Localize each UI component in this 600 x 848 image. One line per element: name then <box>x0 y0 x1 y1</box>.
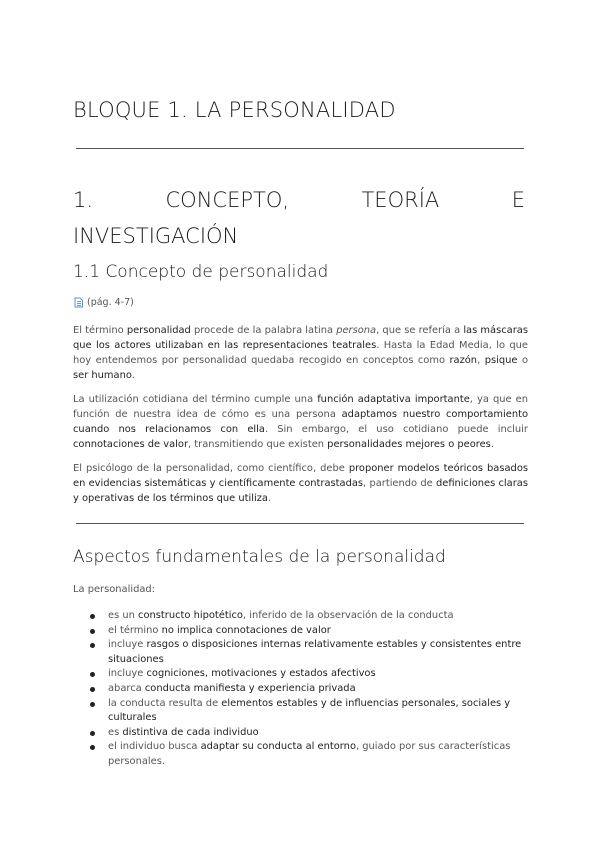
list-item: es distintiva de cada individuo <box>73 726 528 741</box>
list-item: es un constructo hipotético, inferido de la observación de la conducta <box>73 609 528 624</box>
divider <box>76 148 524 149</box>
paragraph: La utilización cotidiana del término cumple una función adaptativa importante, ya que en función de nuestra idea de cómo es una persona adaptamos nuestro comportamiento cuando nos relacionamos con ella. Sin embargo, el uso cotidiano puede incluir connotaciones de valor, transmitiendo que existen personalidades mejores o peores. <box>73 394 528 450</box>
bullet-icon <box>90 745 95 750</box>
paragraph: El término personalidad procede de la palabra latina persona, que se refería a las máscaras que los actores utilizaban en las representaciones teatrales. Hasta la Edad Media, lo que hoy entendemos por personalidad quedaba recogido en conceptos como razón, psique o ser humano. <box>73 325 528 381</box>
aspects-list <box>73 609 528 770</box>
page-reference-text: (pág. 4-7) <box>87 297 134 308</box>
bullet-icon <box>90 731 95 736</box>
list-item: incluye cogniciones, motivaciones y estados afectivos <box>73 667 528 682</box>
list-item: la conducta resulta de elementos estables y de influencias personales, sociales y culturales <box>73 697 528 726</box>
page-reference <box>74 297 134 308</box>
aspects-heading: Aspectos fundamentales de la personalidad <box>73 547 446 567</box>
section-number: 1. <box>73 188 94 212</box>
paragraph: El psicólogo de la personalidad, como científico, debe proponer modelos teóricos basados en evidencias sistemáticas y científicamente contrastadas, partiendo de definiciones claras y operativas de los términos que utiliza. <box>73 463 529 504</box>
document-title: BLOQUE 1. LA PERSONALIDAD <box>73 98 396 122</box>
aspects-intro: La personalidad: <box>73 584 155 595</box>
bullet-icon <box>90 702 95 707</box>
list-item: el individuo busca adaptar su conducta al entorno, guiado por sus características personales. <box>73 740 528 769</box>
list-item: abarca conducta manifiesta y experiencia privada <box>73 682 528 697</box>
list-item: incluye rasgos o disposiciones internas relativamente estables y consistentes entre situaciones <box>73 638 528 667</box>
bullet-icon <box>90 687 95 692</box>
section-heading <box>73 182 525 254</box>
section-word: INVESTIGACIÓN <box>73 224 239 248</box>
section-word: E <box>511 188 525 212</box>
bullet-icon <box>90 643 95 648</box>
subsection-heading: 1.1 Concepto de personalidad <box>73 262 329 282</box>
bullet-icon <box>90 672 95 677</box>
divider <box>76 523 524 524</box>
section-word: TEORÍA <box>361 188 440 212</box>
bullet-icon <box>90 614 95 619</box>
book-icon <box>74 297 84 308</box>
bullet-icon <box>90 629 95 634</box>
section-word: CONCEPTO, <box>165 188 290 212</box>
list-item: el término no implica connotaciones de valor <box>73 624 528 639</box>
